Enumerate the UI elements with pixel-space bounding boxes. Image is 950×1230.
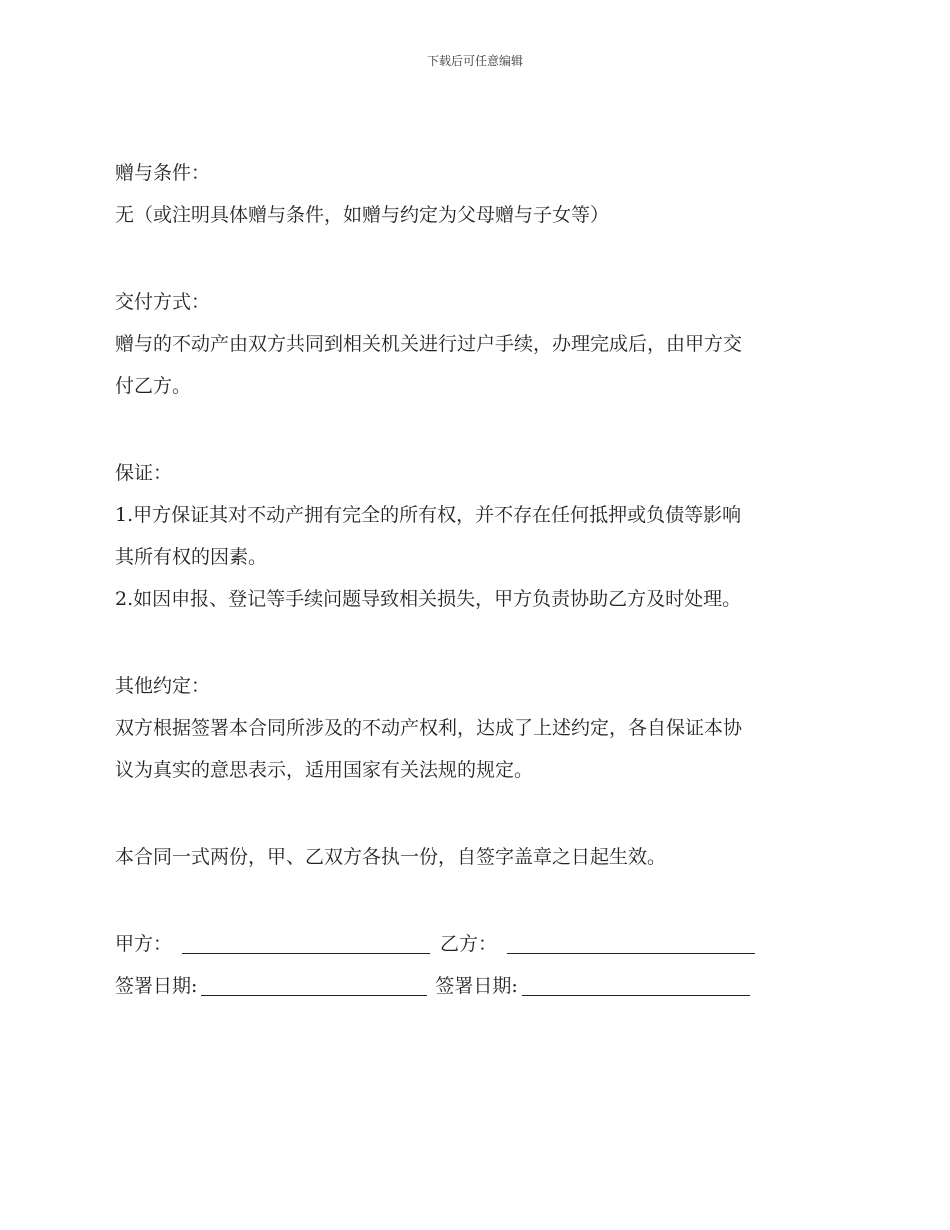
section-gap (115, 878, 835, 923)
contract-body (115, 152, 835, 1007)
party-a-date-line[interactable] (201, 971, 427, 996)
party-a-signature-line[interactable] (182, 929, 430, 954)
party-b-label: 乙方： (440, 933, 498, 955)
guarantee-text-line-3: 2.如因申报、登记等手续问题导致相关损失，甲方负责协助乙方及时处理。 (115, 588, 742, 610)
conditions-text: 无（或注明具体赠与条件，如赠与约定为父母赠与子女等） (115, 204, 610, 226)
signature-row-dates (115, 965, 835, 1007)
section-gap (115, 407, 835, 452)
other-heading: 其他约定： (115, 675, 211, 697)
conditions-heading: 赠与条件： (115, 162, 211, 184)
signature-row-parties (115, 923, 835, 965)
party-b-date-label: 签署日期: (435, 975, 518, 997)
party-a-label: 甲方： (115, 933, 173, 955)
delivery-heading: 交付方式： (115, 291, 211, 313)
party-b-date-line[interactable] (522, 971, 750, 996)
section-gap (115, 791, 835, 836)
copies-text: 本合同一式两份，甲、乙双方各执一份，自签字盖章之日起生效。 (115, 846, 667, 868)
section-gap (115, 620, 835, 665)
party-a-date-label: 签署日期: (115, 975, 198, 997)
guarantee-heading: 保证： (115, 462, 173, 484)
delivery-text-line-1: 赠与的不动产由双方共同到相关机关进行过户手续，办理完成后，由甲方交 (115, 333, 743, 355)
delivery-text-line-2: 付乙方。 (115, 375, 192, 397)
guarantee-text-line-2: 其所有权的因素。 (115, 546, 268, 568)
other-text-line-2: 议为真实的意思表示，适用国家有关法规的规定。 (115, 759, 534, 781)
section-gap (115, 236, 835, 281)
header-note: 下载后可任意编辑 (426, 54, 523, 68)
party-b-signature-line[interactable] (507, 929, 755, 954)
guarantee-text-line-1: 1.甲方保证其对不动产拥有完全的所有权，并不存在任何抵押或负债等影响 (115, 504, 742, 526)
other-text-line-1: 双方根据签署本合同所涉及的不动产权利，达成了上述约定，各自保证本协 (115, 717, 743, 739)
